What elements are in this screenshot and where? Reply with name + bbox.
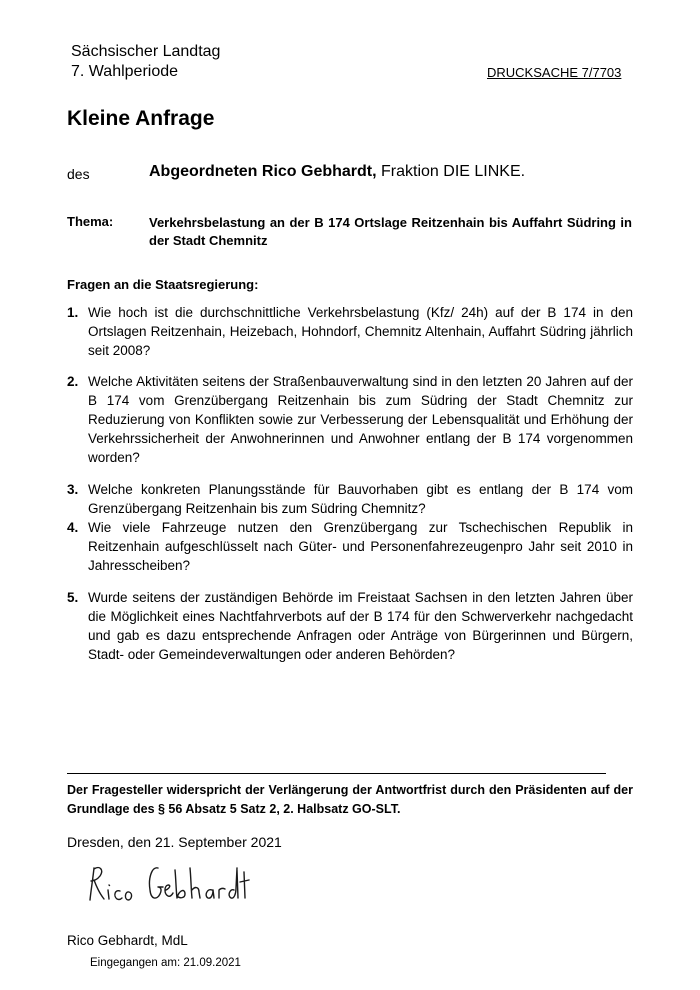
document-title: Kleine Anfrage — [67, 107, 215, 130]
question-number: 5. — [67, 590, 79, 605]
question-item — [67, 372, 633, 467]
footer-divider — [67, 773, 606, 774]
question-text: Welche konkreten Planungsstände für Bauvorhaben gibt es entlang der B 174 vom Grenzübergang Reitzenhain bis zum Südring Chemnitz? — [88, 482, 633, 516]
deadline-note: Der Fragesteller widerspricht der Verlängerung der Antwortfrist durch den Präsidenten auf der Grundlage des § 56 Absatz 5 Satz 2, 2. Halbsatz GO-SLT. — [67, 783, 633, 816]
received-stamp: Eingegangen am: 21.09.2021 — [90, 957, 241, 969]
questions-heading: Fragen an die Staatsregierung: — [67, 277, 259, 292]
author-faction: Fraktion DIE LINKE. — [376, 163, 526, 180]
author-line — [149, 163, 525, 181]
letterhead — [71, 42, 220, 82]
question-text: Welche Aktivitäten seitens der Straßenbauverwaltung sind in den letzten 20 Jahren auf der B 174 vom Grenzübergang Reitzenhain bis zum Südring der Stadt Chemnitz zur Reduzierung von Konflikten sowie zur Verbesserung der Lebensqualität und Erhöhung der Verkehrssicherheit der Anwohnerinnen und Anwohner entlang der B 174 vorgenommen worden? — [88, 374, 633, 465]
legislative-period: 7. Wahlperiode — [71, 63, 179, 80]
handwritten-signature — [82, 860, 252, 910]
question-text: Wie viele Fahrzeuge nutzen den Grenzübergang zur Tschechischen Republik in Reitzenhain aufgeschlüsselt nach Güter- und Personenfahrezeugenpro Jahr seit 2010 in Jahresscheiben? — [88, 520, 633, 573]
question-item — [67, 480, 633, 518]
thema-text: Verkehrsbelastung an der B 174 Ortslage Reitzenhain bis Auffahrt Südring in der Stadt Chemnitz — [149, 215, 632, 248]
drucksache-number: DRUCKSACHE 7/7703 — [487, 65, 622, 80]
signer-name: Rico Gebhardt, MdL — [67, 933, 188, 948]
question-item — [67, 303, 633, 360]
question-item — [67, 518, 633, 575]
question-number: 2. — [67, 374, 79, 389]
question-text: Wie hoch ist die durchschnittliche Verkehrsbelastung (Kfz/ 24h) auf der B 174 in den Ortslagen Reitzenhain, Heizebach, Hohndorf, Chemnitz Altenhain, Auffahrt Südring jährlich seit 2008? — [88, 305, 633, 358]
place-date: Dresden, den 21. September 2021 — [67, 834, 282, 850]
thema-label: Thema: — [67, 214, 114, 229]
question-number: 3. — [67, 482, 79, 497]
parliament-name: Sächsischer Landtag — [71, 43, 221, 60]
author-prefix: des — [67, 166, 90, 182]
question-number: 1. — [67, 305, 79, 320]
question-text: Wurde seitens der zuständigen Behörde im Freistaat Sachsen in den letzten Jahren über die Möglichkeit eines Nachtfahrverbots auf der B 174 für den Schwerverkehr nachgedacht und gab es dazu entsprechende Anfragen oder Anträge von Bürgerinnen und Bürgern, Stadt- oder Gemeindeverwaltungen oder anderen Behörden? — [88, 590, 633, 662]
question-item — [67, 588, 633, 664]
question-number: 4. — [67, 520, 79, 535]
author-name: Abgeordneten Rico Gebhardt, — [149, 163, 377, 180]
